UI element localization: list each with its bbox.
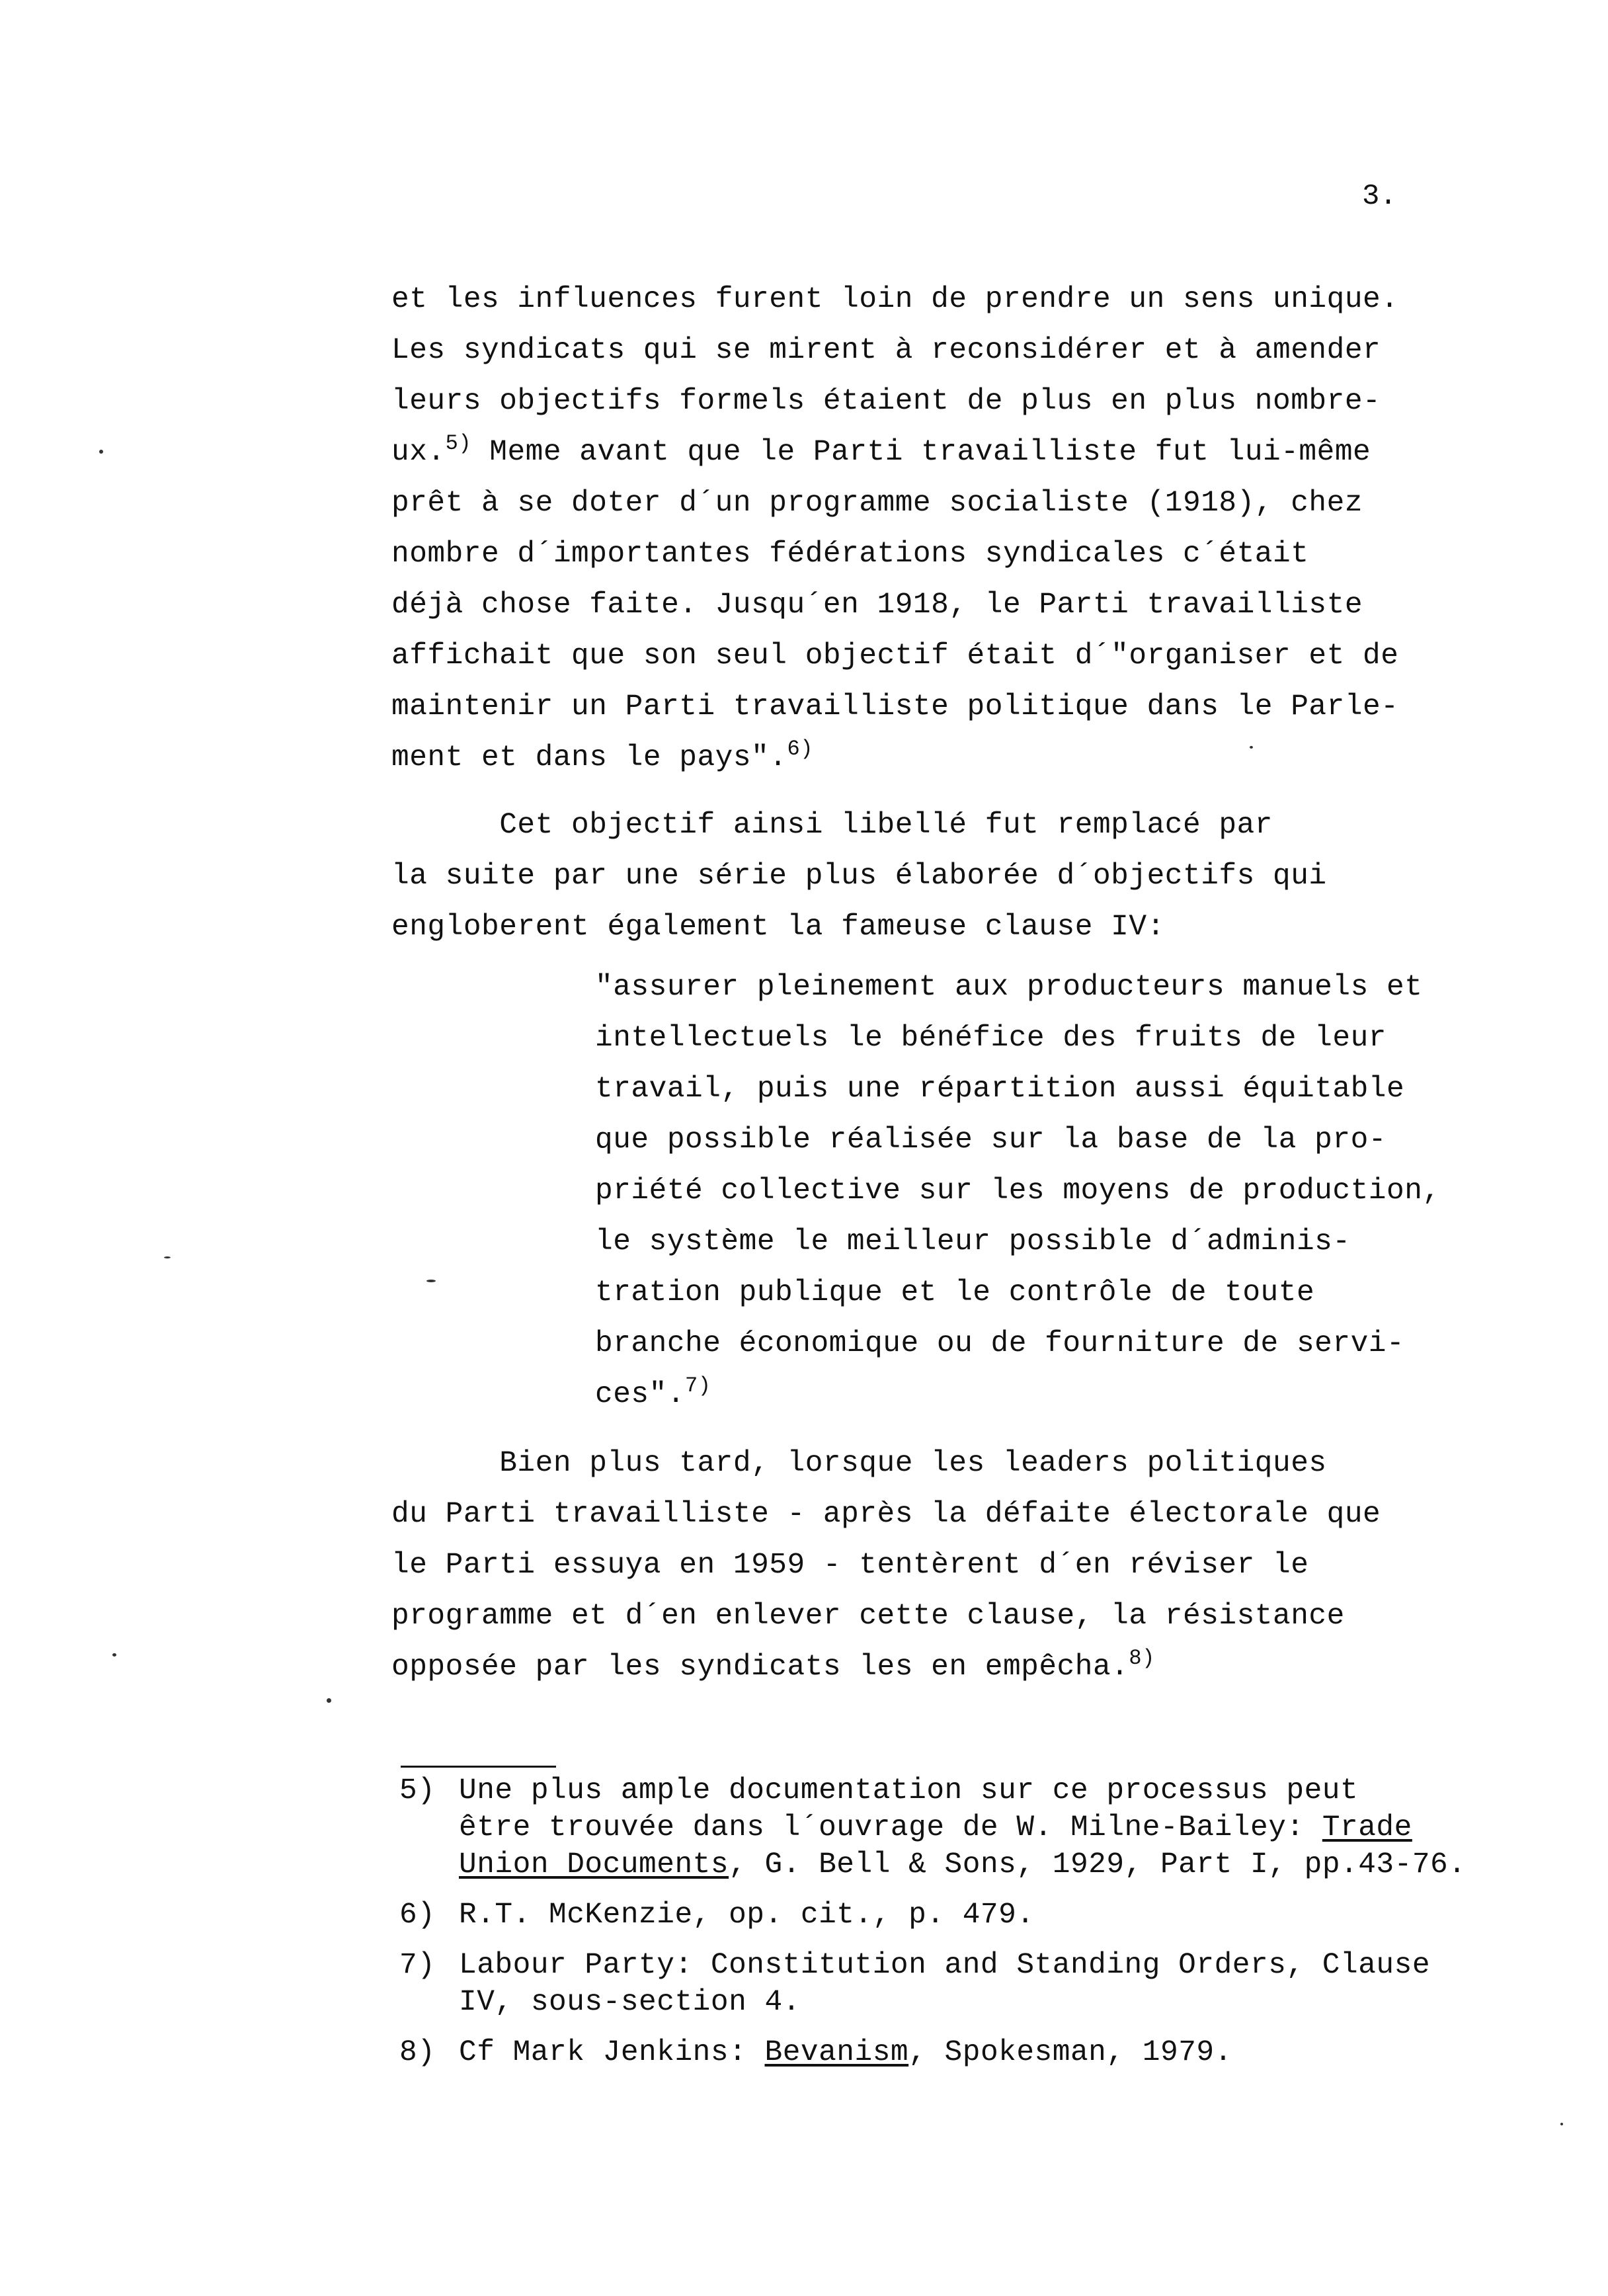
footnote-number: 5)	[399, 1774, 436, 1807]
text-line: et les influences furent loin de prendre un sens unique.	[391, 283, 1399, 316]
text-line	[391, 733, 1529, 784]
text-fragment: Meme avant que le Parti travailliste fut lui-même	[471, 436, 1371, 469]
footnote-ref-7: 7)	[685, 1374, 711, 1398]
text-line: prêt à se doter d´un programme socialiste (1918), chez	[391, 487, 1363, 520]
scan-speck	[99, 450, 103, 454]
quote-line	[595, 1370, 1534, 1420]
quote-line: que possible réalisée sur la base de la pro-	[595, 1124, 1387, 1157]
scan-speck	[1560, 2123, 1563, 2125]
footnotes	[399, 1764, 1576, 2084]
text-line: Cet objectif ainsi libellé fut remplacé par	[391, 809, 1273, 842]
footnote-ref-5: 5)	[445, 431, 472, 456]
page-number: 3.	[1362, 180, 1397, 213]
quote-line: branche économique ou de fourniture de servi-	[595, 1327, 1405, 1360]
footnote-7	[399, 1947, 1576, 2021]
text-fragment: , G. Bell & Sons, 1929, Part I, pp.43-76.	[729, 1848, 1467, 1881]
footnote-ref-6: 6)	[787, 737, 813, 761]
quote-line: travail, puis une répartition aussi équitable	[595, 1073, 1405, 1106]
footnote-number: 8)	[399, 2036, 436, 2069]
text-line: Bien plus tard, lorsque les leaders politiques	[391, 1447, 1327, 1480]
quote-line: tration publique et le contrôle de toute	[595, 1276, 1315, 1309]
paragraph-3	[391, 1438, 1529, 1693]
text-line: déjà chose faite. Jusqu´en 1918, le Parti travailliste	[391, 589, 1363, 622]
text-fragment: Cf Mark Jenkins:	[459, 2036, 765, 2069]
quote-line: intellectuels le bénéfice des fruits de leur	[595, 1022, 1387, 1055]
footnote-text	[459, 1897, 1576, 1934]
footnote-8	[399, 2034, 1576, 2071]
footnote-line	[459, 1809, 1576, 1846]
clause-iv-quote	[595, 962, 1534, 1420]
footnote-number: 6)	[399, 1899, 436, 1932]
text-line: leurs objectifs formels étaient de plus en plus nombre-	[391, 385, 1381, 418]
footnote-ref-8: 8)	[1129, 1646, 1155, 1670]
footnote-6	[399, 1897, 1576, 1934]
footnote-text	[459, 1947, 1576, 2021]
footnote-line	[459, 2034, 1576, 2071]
text-fragment: opposée par les syndicats les en empêcha.	[391, 1651, 1129, 1684]
scan-speck	[327, 1698, 331, 1703]
text-line	[391, 1642, 1529, 1693]
text-fragment: ux.	[391, 436, 446, 469]
footnote-line: IV, sous-section 4.	[459, 1986, 801, 2019]
text-line	[391, 427, 1529, 478]
book-title: Trade	[1322, 1811, 1412, 1844]
quote-line: priété collective sur les moyens de production,	[595, 1174, 1441, 1208]
quote-line: le système le meilleur possible d´adminis-	[595, 1225, 1351, 1258]
footnote-line: Une plus ample documentation sur ce processus peut	[459, 1774, 1359, 1807]
text-fragment: être trouvée dans l´ouvrage de W. Milne-Bailey:	[459, 1811, 1322, 1844]
text-line: nombre d´importantes fédérations syndicales c´était	[391, 538, 1309, 571]
footnote-line	[459, 1846, 1576, 1883]
text-line: programme et d´en enlever cette clause, la résistance	[391, 1600, 1345, 1633]
paragraph-1	[391, 274, 1529, 784]
text-line: Les syndicats qui se mirent à reconsidérer et à amender	[391, 334, 1381, 367]
text-line: le Parti essuya en 1959 - tentèrent d´en réviser le	[391, 1549, 1309, 1582]
text-line: la suite par une série plus élaborée d´objectifs qui	[391, 860, 1327, 893]
book-title: Union Documents	[459, 1848, 729, 1881]
text-line: maintenir un Parti travailliste politique dans le Parle-	[391, 690, 1399, 723]
text-line: engloberent également la fameuse clause IV:	[391, 911, 1165, 944]
text-line: affichait que son seul objectif était d´"organiser et de	[391, 639, 1399, 673]
scan-speck	[164, 1256, 171, 1258]
text-fragment: ces".	[595, 1378, 686, 1411]
text-fragment: ment et dans le pays".	[391, 741, 787, 774]
scan-speck	[426, 1280, 436, 1282]
footnote-text	[459, 2034, 1576, 2071]
text-fragment: , Spokesman, 1979.	[908, 2036, 1232, 2069]
book-title: Bevanism	[764, 2036, 909, 2069]
scan-speck	[1250, 746, 1253, 749]
text-line: du Parti travailliste - après la défaite électorale que	[391, 1498, 1381, 1531]
paragraph-2	[391, 800, 1529, 953]
scan-speck	[112, 1653, 116, 1657]
footnote-line: Labour Party: Constitution and Standing Orders, Clause	[459, 1949, 1431, 1982]
footnote-number: 7)	[399, 1949, 436, 1982]
quote-line: "assurer pleinement aux producteurs manuels et	[595, 971, 1423, 1004]
footnote-5	[399, 1764, 1576, 1883]
footnote-line: R.T. McKenzie, op. cit., p. 479.	[459, 1899, 1035, 1932]
footnote-text	[459, 1772, 1576, 1883]
